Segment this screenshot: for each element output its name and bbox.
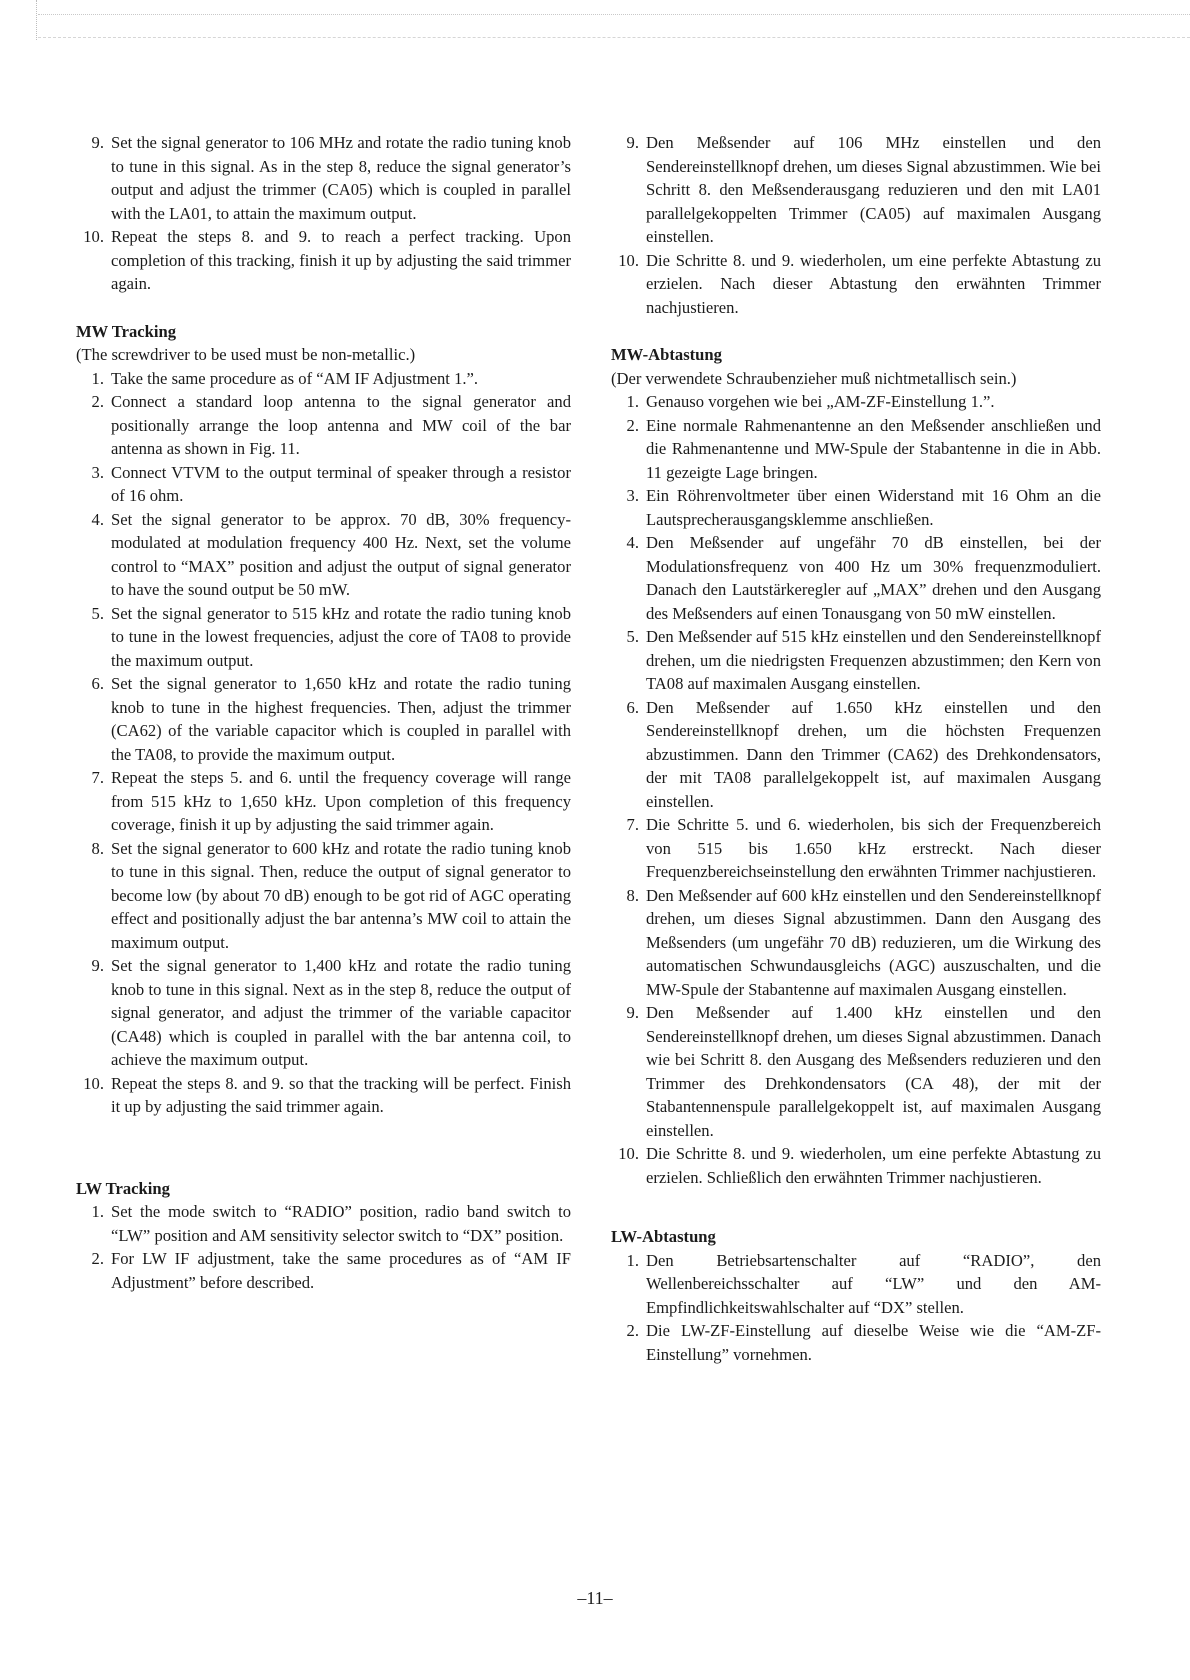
list-item: [76, 225, 571, 296]
step-number: 1.: [626, 392, 639, 411]
step-text: Set the signal generator to 106 MHz and rotate the radio tuning knob to tune in this signal. As in the step 8, reduce the signal generator’s output and adjust the trimmer (CA05) which is coupled in parallel with the LA01, to attain the maximum output.: [111, 133, 571, 223]
list-item: [76, 672, 571, 766]
mw-tracking-heading: MW Tracking: [76, 321, 177, 341]
step-number: 5.: [91, 603, 104, 623]
step-text: Den Meßsender auf 600 kHz einstellen und den Sendereinstellknopf drehen, um dieses Signal abzustimmen. Dann den Ausgang des Meßsenders (um ungefähr 70 dB) reduzieren, um die Wirkung des automatischen Schwundausgleichs (AGC) auszuschalten, und die MW-Spule der Stabantenne auf maximalen Ausgang einstellen.: [646, 885, 1101, 999]
step-number: 3.: [626, 486, 639, 505]
list-item: [76, 367, 571, 391]
step-number: 2.: [91, 392, 104, 411]
step-text: Den Meßsender auf 1.650 kHz einstellen und den Sendereinstellknopf drehen, um die höchsten Frequenzen abzustimmen. Dann den Trimmer (CA62) des Drehkondensators, der mit TA08 parallelgekoppelt ist, auf maximalen Ausgang einstellen.: [646, 697, 1101, 811]
list-item: [76, 602, 571, 673]
list-item: [611, 884, 1101, 1002]
german-continued-steps: [611, 131, 1101, 319]
mw-tracking-steps: [76, 367, 571, 1119]
step-text: Set the signal generator to 1,400 kHz and rotate the radio tuning knob to tune in this signal. Next as in the step 8, reduce the output of signal generator, and adjust the trimmer of the variable capacitor (CA48) which is coupled in parallel with the bar antenna coil, to achieve the maximum output.: [111, 956, 571, 1069]
list-item: [76, 1247, 571, 1294]
list-item: [611, 484, 1101, 531]
step-number: 8.: [91, 838, 104, 858]
step-text: Den Meßsender auf ungefähr 70 dB einstellen, bei der Modulationsfrequenz von 400 Hz um 30% frequenzmoduliert. Danach den Lautstärkeregler auf „MAX” drehen und den Ausgang des Meßsenders auf einen Tonausgang von 50 mW einstellen.: [646, 533, 1101, 623]
lw-abtastung-heading: LW-Abtastung: [611, 1227, 716, 1246]
step-text: Die Schritte 8. und 9. wiederholen, um eine perfekte Abtastung zu erzielen. Schließlich den erwähnten Trimmer nachjustieren.: [646, 1144, 1101, 1187]
list-item: [76, 390, 571, 461]
list-item: [611, 1249, 1101, 1320]
step-number: 2.: [626, 415, 639, 435]
lw-abtastung-steps: [611, 1249, 1101, 1367]
list-item: [611, 1142, 1101, 1189]
step-text: Repeat the steps 5. and 6. until the frequency coverage will range from 515 kHz to 1,650 kHz. Upon completion of this frequency coverage, finish it up by adjusting the said trimmer again.: [111, 768, 571, 834]
step-number: 4.: [91, 509, 104, 529]
step-text: Connect VTVM to the output terminal of speaker through a resistor of 16 ohm.: [111, 462, 571, 505]
step-number: 6.: [626, 697, 639, 717]
step-text: Die Schritte 5. und 6. wiederholen, bis sich der Frequenzbereich von 515 bis 1.650 kHz erstreckt. Nach dieser Frequenzbereichseinstellung den erwähnten Trimmer nachjustieren.: [646, 815, 1101, 881]
mw-abtastung-steps: [611, 390, 1101, 1189]
mw-abtastung-heading: MW-Abtastung: [611, 345, 722, 364]
step-number: 1.: [626, 1250, 639, 1270]
step-text: Take the same procedure as of “AM IF Adjustment 1.”.: [111, 368, 479, 388]
scan-header-lines: [38, 14, 1190, 38]
list-item: [76, 766, 571, 837]
step-text: Die Schritte 8. und 9. wiederholen, um eine perfekte Abtastung zu erzielen. Nach dieser Abtastung den erwähnten Trimmer nachjustieren.: [646, 250, 1101, 317]
list-item: [611, 414, 1101, 485]
list-item: [76, 1072, 571, 1119]
step-text: Den Meßsender auf 515 kHz einstellen und den Sendereinstellknopf drehen, um die niedrigsten Frequenzen abzustimmen; den Kern von TA08 auf maximalen Ausgang einstellen.: [646, 627, 1101, 693]
step-number: 4.: [626, 533, 639, 552]
list-item: [611, 625, 1101, 696]
english-continued-steps: [76, 131, 571, 296]
list-item: [611, 813, 1101, 884]
step-number: 6.: [91, 674, 104, 693]
list-item: [611, 1001, 1101, 1142]
step-text: Repeat the steps 8. and 9. to reach a perfect tracking. Upon completion of this tracking, finish it up by adjusting the said trimmer again.: [111, 227, 571, 293]
step-number: 10.: [618, 250, 639, 270]
list-item: [76, 954, 571, 1072]
page-number: –11–: [577, 1588, 613, 1608]
german-column: [611, 131, 1101, 1366]
list-item: [611, 1319, 1101, 1366]
step-text: Repeat the steps 8. and 9. so that the tracking will be perfect. Finish it up by adjusting the said trimmer again.: [111, 1073, 571, 1116]
step-number: 9.: [626, 1003, 639, 1022]
step-number: 1.: [91, 1202, 104, 1221]
step-text: Set the signal generator to be approx. 70 dB, 30% frequency-modulated at modulation frequency 400 Hz. Next, set the volume control to “MAX” position and adjust the output of signal generator to have the sound output be 50 mW.: [111, 509, 571, 599]
step-number: 10.: [83, 227, 104, 246]
step-number: 3.: [91, 462, 104, 482]
step-number: 1.: [91, 368, 104, 388]
step-text: Den Betriebsartenschalter auf “RADIO”, den Wellenbereichsschalter auf “LW” und den AM-Empfindlichkeitswahlschalter auf “DX” stellen.: [646, 1250, 1101, 1317]
step-number: 10.: [83, 1073, 104, 1093]
list-item: [76, 461, 571, 508]
step-number: 9.: [91, 133, 104, 152]
step-text: Eine normale Rahmenantenne an den Meßsender anschließen und die Rahmenantenne und MW-Spule der Stabantenne in die in Abb. 11 gezeigte Lage bringen.: [646, 415, 1101, 482]
step-text: Connect a standard loop antenna to the signal generator and positionally arrange the loop antenna and MW coil of the bar antenna as shown in Fig. 11.: [111, 392, 571, 458]
list-item: [76, 837, 571, 955]
step-number: 7.: [91, 768, 104, 787]
step-text: Die LW-ZF-Einstellung auf dieselbe Weise wie die “AM-ZF-Einstellung” vornehmen.: [646, 1321, 1101, 1364]
list-item: [76, 131, 571, 225]
step-text: Set the signal generator to 515 kHz and rotate the radio tuning knob to tune in the lowest frequencies, adjust the core of TA08 to provide the maximum output.: [111, 603, 571, 670]
mw-abtastung-note: (Der verwendete Schraubenzieher muß nichtmetallisch sein.): [611, 368, 1017, 388]
step-number: 9.: [91, 956, 104, 975]
english-column: [76, 131, 571, 1294]
list-item: [611, 696, 1101, 814]
list-item: [76, 1200, 571, 1247]
list-item: [611, 131, 1101, 249]
step-text: Set the signal generator to 600 kHz and rotate the radio tuning knob to tune in this signal. Then, reduce the output of signal generator to become low (by about 70 dB) enough to be got rid of AGC operating effect and positionally adjust the bar antenna’s MW coil to attain the maximum output.: [111, 838, 571, 952]
lw-tracking-steps: [76, 1200, 571, 1294]
step-text: For LW IF adjustment, take the same procedures as of “AM IF Adjustment” before described.: [111, 1249, 571, 1292]
step-text: Set the mode switch to “RADIO” position, radio band switch to “LW” position and AM sensitivity selector switch to “DX” position.: [111, 1202, 571, 1245]
step-number: 7.: [626, 815, 639, 834]
step-text: Set the signal generator to 1,650 kHz and rotate the radio tuning knob to tune in the highest frequencies. Then, adjust the trimmer (CA62) of the variable capacitor which is coupled in parallel with the TA08, to provide the maximum output.: [111, 674, 571, 764]
list-item: [611, 390, 1101, 414]
list-item: [611, 531, 1101, 625]
step-number: 2.: [626, 1321, 639, 1340]
list-item: [76, 508, 571, 602]
lw-tracking-heading: LW Tracking: [76, 1178, 170, 1198]
step-number: 10.: [618, 1144, 639, 1163]
step-text: Ein Röhrenvoltmeter über einen Widerstand mit 16 Ohm an die Lautsprecherausgangsklemme anschließen.: [646, 486, 1101, 529]
step-text: Den Meßsender auf 1.400 kHz einstellen und den Sendereinstellknopf drehen, um dieses Signal abzustimmen. Danach wie bei Schritt 8. den Ausgang des Meßsenders reduzieren und den Trimmer des Drehkondensators (CA 48), der mit der Stabantennenspule parallelgekoppelt ist, auf maximalen Ausgang einstellen.: [646, 1003, 1101, 1140]
list-item: [611, 249, 1101, 320]
step-number: 5.: [626, 627, 639, 646]
step-text: Genauso vorgehen wie bei „AM-ZF-Einstellung 1.”.: [646, 392, 995, 411]
step-number: 9.: [626, 133, 639, 152]
step-text: Den Meßsender auf 106 MHz einstellen und den Sendereinstellknopf drehen, um dieses Signal abzustimmen. Wie bei Schritt 8. den Meßsenderausgang reduzieren und den mit LA01 parallelgekoppelten Trimmer (CA05) auf maximalen Ausgang einstellen.: [646, 133, 1101, 246]
mw-tracking-note: (The screwdriver to be used must be non-metallic.): [76, 345, 416, 364]
step-number: 8.: [626, 885, 639, 905]
step-number: 2.: [91, 1249, 104, 1268]
